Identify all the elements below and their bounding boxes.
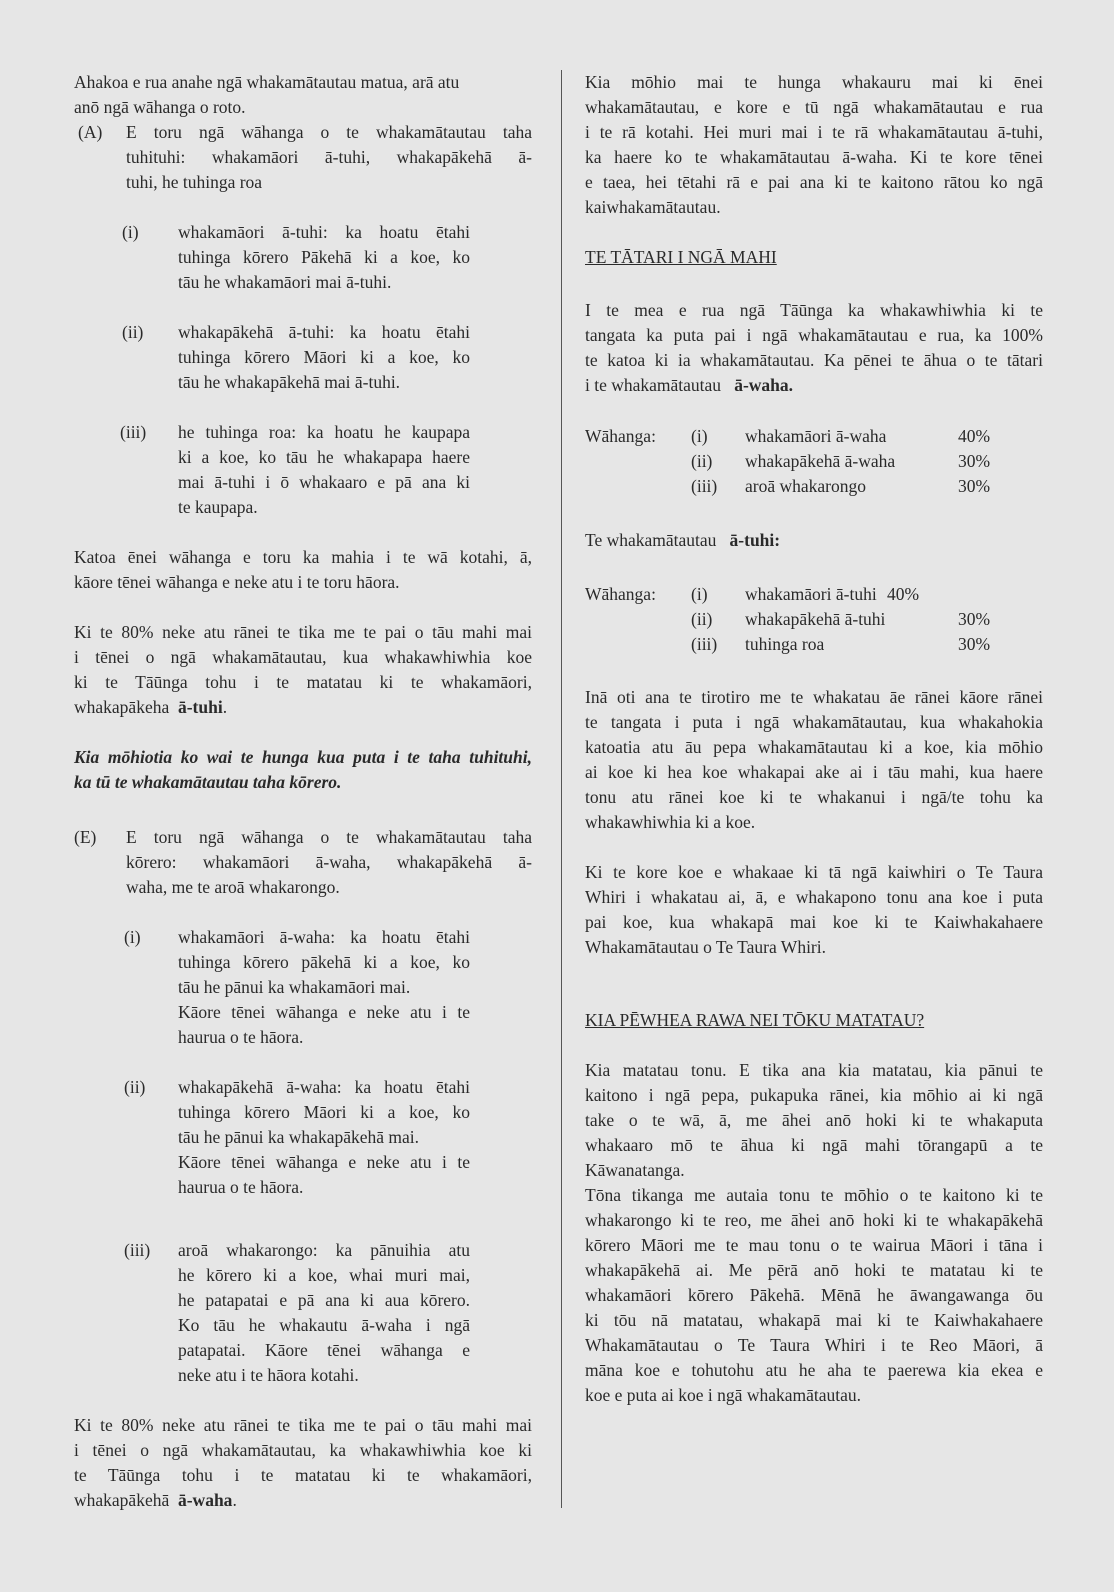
section-e: (E) E toru ngā wāhanga o te whakamātautau taha kōrero: whakamāori ā-waha, whakapākehā ā- waha, me te aroā whakarongo. [74,827,532,897]
italic-note: Kia mōhiotia ko wai te hunga kua puta i te taha tuhituhi, ka tū te whakamātautau taha kōrero. [74,747,532,792]
section-e-item-ii: (ii) whakapākehā ā-waha: ka hoatu ētahi tuhinga kōrero Māori ki a koe, ko tāu he pānui ka whakapākehā mai. Kāore tēnei wāhanga e neke atu i te haurua o te hāora. [124,1077,470,1197]
table-tuhi-label: Wāhanga: [585,584,656,604]
kore-paragraph: Ki te kore koe e whakaae ki tā ngā kaiwhiri o Te Taura Whiri i whakatau ai, ā, e whakapono tonu ana koe i puta pai koe, kua whakapā mai koe ki te Kaiwhakahaere Whakamātautau o Te Taura Whiri. [585,862,1043,957]
table-waha-label: Wāhanga: [585,426,656,446]
section-a-item-ii: (ii) whakapākehā ā-tuhi: ka hoatu ētahi tuhinga kōrero Māori ki a koe, ko tāu he whakapākehā mai ā-tuhi. [122,322,470,392]
intro-paragraph: Ahakoa e rua anahe ngā whakamātautau matua, arā atu anō ngā wāhanga o roto. [74,72,460,117]
heading-matatau: KIA PĒWHEA RAWA NEI TŌKU MATATAU? [585,1010,925,1030]
heading-tatari: TE TĀTARI I NGĀ MAHI [585,247,777,267]
paragraph-80-waha: Ki te 80% neke atu rānei te tika me te pai o tāu mahi mai i tēnei o ngā whakamātautau, ka whakawhiwhia koe ki te Tāūnga tohu i te matatau ki te whakamāori, whakapākehā ā-waha. [74,1415,532,1510]
table-waha: Wāhanga: (i) whakamāori ā-waha 40% (ii) whakapākehā ā-waha 30% (iii) aroā whakarongo 30% [585,426,991,496]
section-a-label: (A) [78,122,103,142]
ina-paragraph: Inā oti ana te tirotiro me te whakatau āe rānei kāore rānei te tangata i puta i ngā whakamātautau, kua whakahokia katoatia atu āu pepa whakamātautau ki a koe, kia mōhio ai koe ki hea koe whakapai ake ai i tāu mahi, kua haere tonu atu rānei koe ki te whakanui i ngā/te tohu ka whakawhiwhia ki a koe. [585,687,1043,832]
section-e-item-iii: (iii) aroā whakarongo: ka pānuihia atu he kōrero ki a koe, whai muri mai, he patapatai e pā ana ki aua kōrero. Ko tāu he whakautu ā-waha i ngā patapatai. Kāore tēnei wāhanga e neke atu i te hāora kotahi. [124,1240,470,1385]
tuhi-label: Te whakamātautau ā-tuhi: [585,530,781,550]
paragraph-80-tuhi: Ki te 80% neke atu rānei te tika me te pai o tāu mahi mai i tēnei o ngā whakamātautau, kua whakawhiwhia koe ki te Tāūnga tohu i te matatau ki te whakamāori, whakapākeha ā-tuhi. [74,622,532,717]
section-e-label: (E) [74,827,97,847]
table-tuhi: Wāhanga: (i) whakamāori ā-tuhi 40% (ii) whakapākehā ā-tuhi 30% (iii) tuhinga roa 30% [585,584,991,654]
column-divider [561,70,562,1508]
katoa-paragraph: Katoa ēnei wāhanga e toru ka mahia i te wā kotahi, ā, kāore tēnei wāhanga e neke atu i te toru hāora. [74,547,532,592]
section-a: (A) E toru ngā wāhanga o te whakamātautau taha tuhituhi: whakamāori ā-tuhi, whakapākehā ā- tuhi, he tuhinga roa [78,122,532,192]
section-a-item-iii: (iii) he tuhinga roa: ka hoatu he kaupapa ki a koe, ko tāu he whakapapa haere mai ā-tuhi i ō whakaaro e pā ana ki te kaupapa. [120,422,470,517]
section-e-item-i: (i) whakamāori ā-waha: ka hoatu ētahi tuhinga kōrero pākehā ki a koe, ko tāu he pānui ka whakamāori mai. Kāore tēnei wāhanga e neke atu i te haurua o te hāora. [124,927,470,1047]
tatari-paragraph: I te mea e rua ngā Tāūnga ka whakawhiwhia ki te tangata ka puta pai i ngā whakamātautau e rua, ka 100% te katoa ki ia whakamātautau. Ka pēnei te āhua o te tātari i te whakamātautau ā-waha. [585,300,1043,395]
right-intro-paragraph: Kia mōhio mai te hunga whakauru mai ki ēnei whakamātautau, e kore e tū ngā whakamātautau e rua i te rā kotahi. Hei muri mai i te rā whakamātautau ā-tuhi, ka haere ko te whakamātautau ā-waha. Ki te kore tēnei e taea, hei tētahi rā e pai ana ki te kaitono rātou ko ngā kaiwhakamātautau. [585,72,1043,217]
matatau-paragraph: Kia matatau tonu. E tika ana kia matatau, kia pānui te kaitono i ngā pepa, pukapuka rānei, kia mōhio ai ki ngā take o te wā, ā, me āhei anō hoki ki te whakaputa whakaaro mō te āhua ki ngā mahi tōrangapū a te Kāwanatanga. Tōna tikanga me autaia tonu te mōhio o te kaitono ki te whakarongo ki te reo, me āhei anō hoki ki te whakapākehā kōrero Māori me te mau tonu o te wairua Māori i tāna i whakapākehā ai. Me pērā anō hoki te matatau ki te whakamāori kōrero Pākehā. Mēnā he āwangawanga ōu ki tōu nā matatau, whakapā mai ki te Kaiwhakahaere Whakamātautau o Te Taura Whiri i te Reo Māori, ā māna koe e tohutohu atu he aha te paerewa kia ekea e koe e puta ai koe i ngā whakamātautau. [585,1060,1043,1405]
section-a-item-i: (i) whakamāori ā-tuhi: ka hoatu ētahi tuhinga kōrero Pākehā ki a koe, ko tāu he whakamāori mai ā-tuhi. [122,222,470,292]
